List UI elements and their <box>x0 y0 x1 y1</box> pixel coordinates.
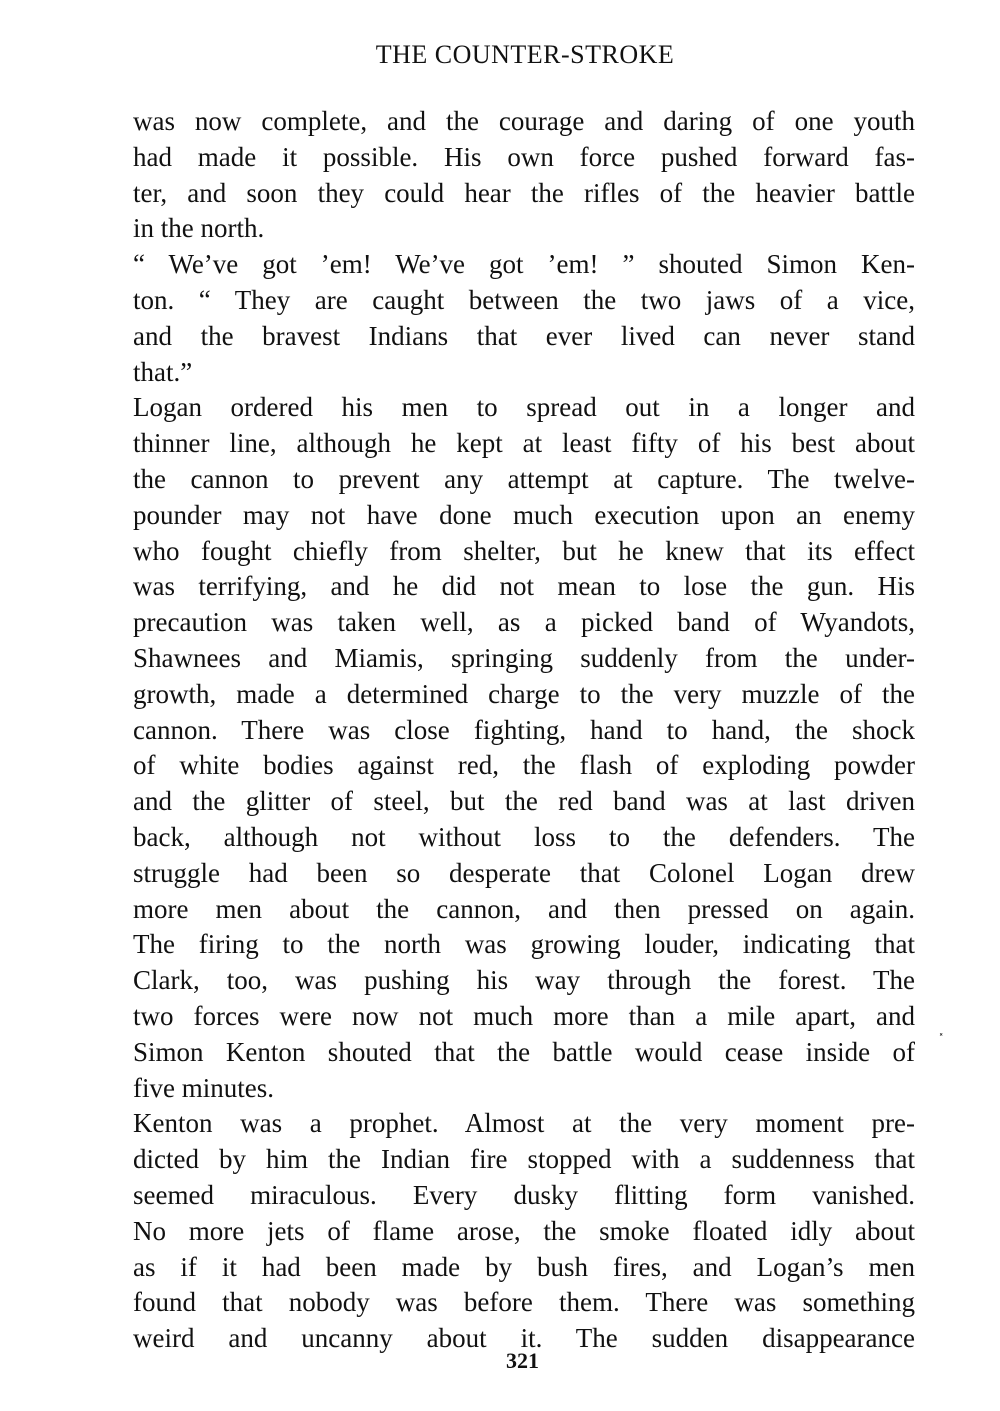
text-line: and the bravest Indians that ever lived can never stand <box>133 320 915 351</box>
text-line: five minutes. <box>133 1072 274 1103</box>
text-line: Shawnees and Miamis, springing suddenly from the under- <box>133 642 915 673</box>
margin-mark-icon: ⸼ <box>940 1019 944 1036</box>
text-line: seemed miraculous. Every dusky flitting form vanished. <box>133 1179 915 1210</box>
text-line: the cannon to prevent any attempt at capture. The twelve- <box>133 463 915 494</box>
text-line: No more jets of flame arose, the smoke floated idly about <box>133 1215 915 1246</box>
text-line: Clark, too, was pushing his way through the forest. The <box>133 965 915 996</box>
text-line: and the glitter of steel, but the red band was at last driven <box>133 786 915 817</box>
text-line: Kenton was a prophet. Almost at the very moment pre- <box>133 1108 915 1139</box>
text-line: “ We’ve got ’em! We’ve got ’em! ” shouted Simon Ken- <box>133 249 915 280</box>
text-line: The firing to the north was growing louder, indicating that <box>133 929 915 960</box>
text-line: pounder may not have done much execution upon an enemy <box>133 499 915 530</box>
text-line: who fought chiefly from shelter, but he knew that its effect <box>133 535 915 566</box>
text-line: two forces were now not much more than a mile apart, and <box>133 1000 915 1031</box>
text-line: ter, and soon they could hear the rifles of the heavier battle <box>133 177 915 208</box>
page-number: 321 <box>506 1348 539 1373</box>
text-line: had made it possible. His own force pushed forward fas- <box>133 141 915 172</box>
text-line: thinner line, although he kept at least fifty of his best about <box>133 428 915 459</box>
text-line: in the north. <box>133 213 265 244</box>
text-line: precaution was taken well, as a picked band of Wyandots, <box>133 607 915 638</box>
text-line: cannon. There was close fighting, hand to hand, the shock <box>133 714 915 745</box>
text-line: Simon Kenton shouted that the battle would cease inside of <box>133 1036 915 1067</box>
text-line: found that nobody was before them. There was something <box>133 1287 915 1318</box>
text-line: growth, made a determined charge to the very muzzle of the <box>133 678 915 709</box>
text-line: ton. “ They are caught between the two jaws of a vice, <box>133 284 915 315</box>
page-body-text <box>133 104 915 1357</box>
running-header: THE COUNTER-STROKE <box>375 40 675 69</box>
text-line: struggle had been so desperate that Colonel Logan drew <box>133 857 915 888</box>
text-line: weird and uncanny about it. The sudden disappearance <box>133 1323 915 1354</box>
text-line: Logan ordered his men to spread out in a longer and <box>133 392 915 423</box>
text-line: was now complete, and the courage and daring of one youth <box>133 106 915 136</box>
text-line: was terrifying, and he did not mean to lose the gun. His <box>133 571 915 602</box>
text-line: back, although not without loss to the defenders. The <box>133 821 915 852</box>
text-line: as if it had been made by bush fires, and Logan’s men <box>133 1251 915 1282</box>
text-line: more men about the cannon, and then pressed on again. <box>133 893 915 924</box>
text-line: dicted by him the Indian fire stopped with a suddenness that <box>133 1144 915 1175</box>
text-line: that.” <box>133 356 193 387</box>
text-line: of white bodies against red, the flash of exploding powder <box>133 750 915 781</box>
